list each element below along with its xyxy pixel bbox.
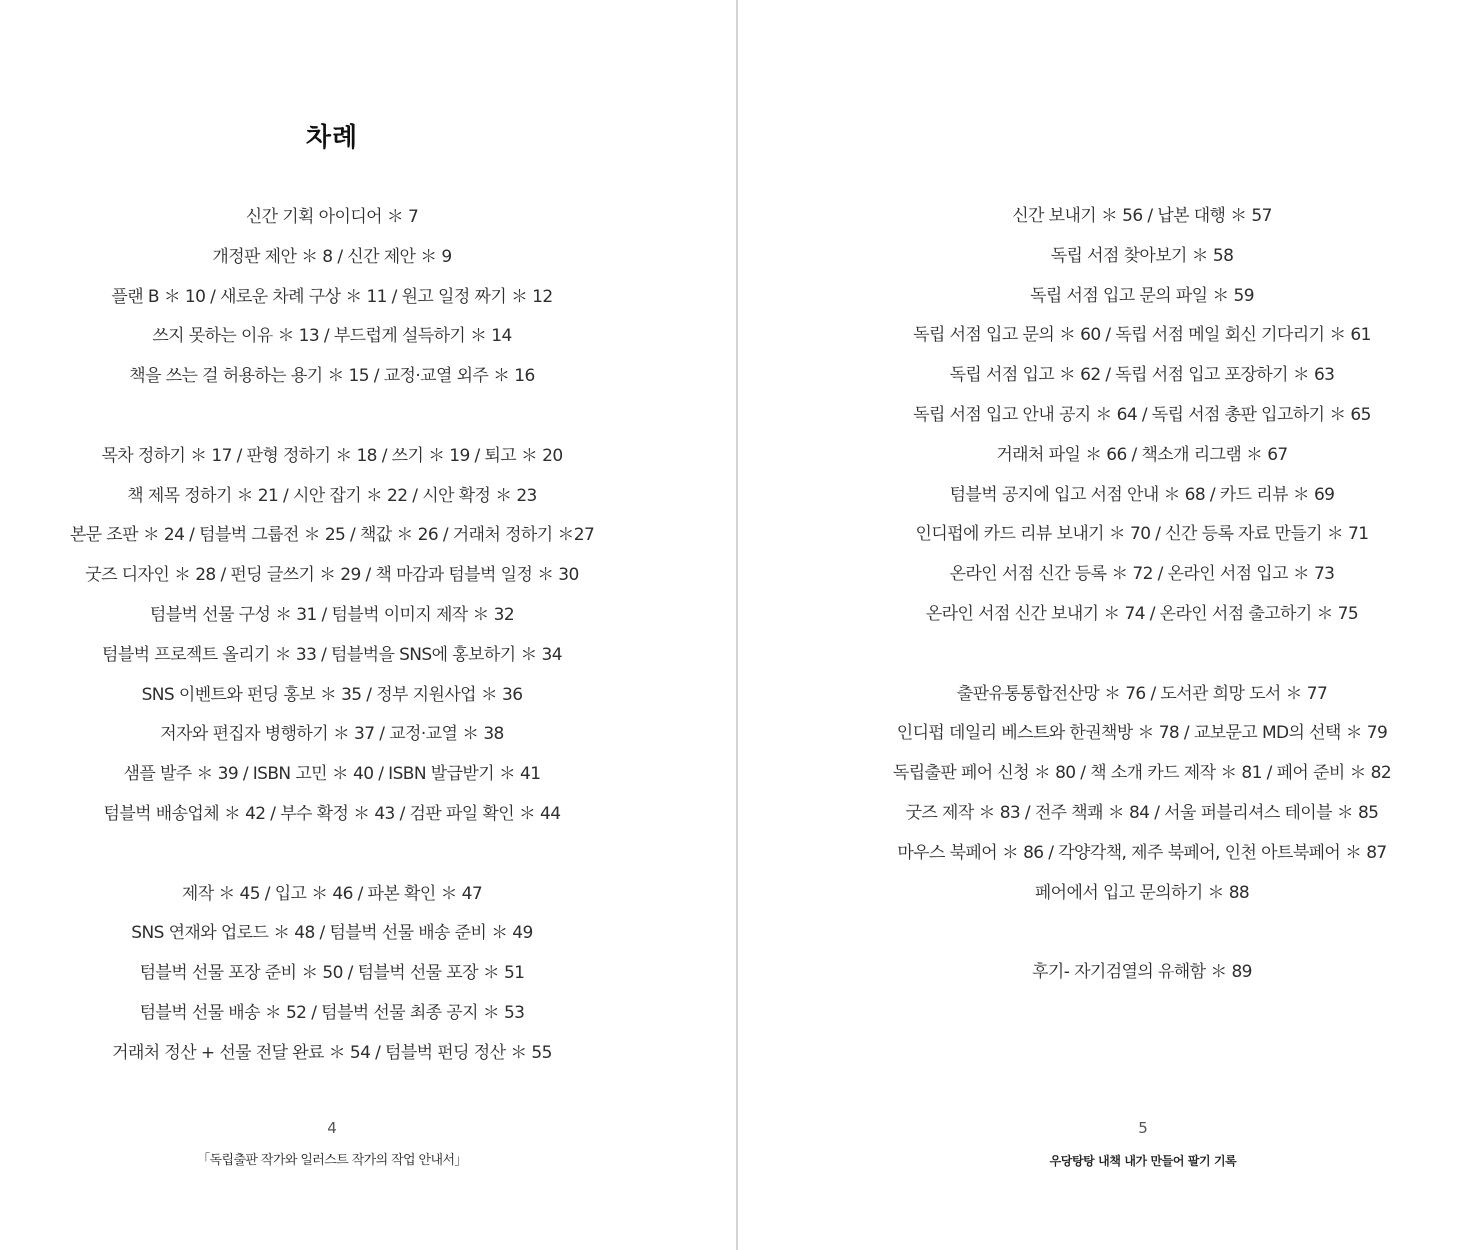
toc-entry: SNS 이벤트와 펀딩 홍보 ＊ 35 / 정부 지원사업 ＊ 36 xyxy=(141,684,523,705)
toc-entry: 굿즈 디자인 ＊ 28 / 펀딩 글쓰기 ＊ 29 / 책 마감과 텀블벅 일정 ＊ 30 xyxy=(85,565,579,586)
toc-entry: 온라인 서점 신간 보내기 ＊ 74 / 온라인 서점 출고하기 ＊ 75 xyxy=(925,603,1359,624)
toc-entry: 출판유통통합전산망 ＊ 76 / 도서관 희망 도서 ＊ 77 xyxy=(956,683,1328,704)
toc-entry: 독립 서점 입고 문의 ＊ 60 / 독립 서점 메일 회신 기다리기 ＊ 61 xyxy=(913,325,1371,346)
toc-entry: 저자와 편집자 병행하기 ＊ 37 / 교정·교열 ＊ 38 xyxy=(160,724,504,745)
section-spacer xyxy=(0,837,664,877)
toc-entry: 제작 ＊ 45 / 입고 ＊ 46 / 파본 확인 ＊ 47 xyxy=(181,883,483,904)
toc-entry: 독립 서점 찾아보기 ＊ 58 xyxy=(1050,245,1234,266)
toc-entry: 거래처 정산 + 선물 전달 완료 ＊ 54 / 텀블벅 펀딩 정산 ＊ 55 xyxy=(112,1042,552,1063)
page-number-left: 4 xyxy=(327,1119,337,1137)
toc-entry: 인디펍 데일리 베스트와 한권책방 ＊ 78 / 교보문고 MD의 선택 ＊ 79 xyxy=(896,723,1388,744)
toc-entry: 샘플 발주 ＊ 39 / ISBN 고민 ＊ 40 / ISBN 발급받기 ＊ 41 xyxy=(123,764,541,785)
toc-entry: 거래처 파일 ＊ 66 / 책소개 리그램 ＊ 67 xyxy=(996,444,1288,465)
toc-entry: 신간 기획 아이디어 ＊ 7 xyxy=(245,207,419,227)
toc-entry: 독립출판 페어 신청 ＊ 80 / 책 소개 카드 제작 ＊ 81 / 페어 준비 ＊ 82 xyxy=(892,763,1392,784)
section-spacer xyxy=(847,915,1437,955)
left-page xyxy=(0,0,737,1250)
toc-entry: 텀블벅 선물 배송 ＊ 52 / 텀블벅 선물 최종 공지 ＊ 53 xyxy=(139,1002,525,1023)
table-of-contents-left xyxy=(0,200,664,1076)
toc-entry: 쓰지 못하는 이유 ＊ 13 / 부드럽게 설득하기 ＊ 14 xyxy=(152,326,512,347)
page-number-right: 5 xyxy=(1138,1119,1148,1137)
gutter-divider xyxy=(736,0,738,1250)
toc-entry: 온라인 서점 신간 등록 ＊ 72 / 온라인 서점 입고 ＊ 73 xyxy=(949,564,1335,585)
toc-entry: 굿즈 제작 ＊ 83 / 전주 책쾌 ＊ 84 / 서울 퍼블리셔스 테이블 ＊ 85 xyxy=(905,802,1379,823)
toc-entry: 후기- 자기검열의 유해함 ＊ 89 xyxy=(1032,962,1252,983)
toc-entry: 책 제목 정하기 ＊ 21 / 시안 잡기 ＊ 22 / 시안 확정 ＊ 23 xyxy=(127,485,537,506)
running-footer-right: 우당탕탕 내책 내가 만들어 팔기 기록 xyxy=(1049,1154,1237,1168)
toc-entry: 마우스 북페어 ＊ 86 / 각양각책, 제주 북페어, 인천 아트북페어 ＊ 87 xyxy=(897,842,1387,863)
section-spacer xyxy=(0,399,664,439)
right-page xyxy=(739,0,1478,1250)
running-footer-left: 「독립출판 작가와 일러스트 작가의 작업 안내서」 xyxy=(197,1153,467,1168)
toc-entry: 텀블벅 프로젝트 올리기 ＊ 33 / 텀블벅을 SNS에 홍보하기 ＊ 34 xyxy=(102,644,562,665)
toc-entry: 개정판 제안 ＊ 8 / 신간 제안 ＊ 9 xyxy=(212,246,452,267)
toc-entry: 텀블벅 공지에 입고 서점 안내 ＊ 68 / 카드 리뷰 ＊ 69 xyxy=(949,484,1335,505)
toc-entry: 페어에서 입고 문의하기 ＊ 88 xyxy=(1034,882,1250,903)
toc-entry: 독립 서점 입고 안내 공지 ＊ 64 / 독립 서점 총판 입고하기 ＊ 65 xyxy=(913,404,1371,425)
toc-entry: 신간 보내기 ＊ 56 / 납본 대행 ＊ 57 xyxy=(1012,206,1272,226)
toc-entry: 텀블벅 배송업체 ＊ 42 / 부수 확정 ＊ 43 / 검판 파일 확인 ＊ 44 xyxy=(103,803,561,824)
table-of-contents-right xyxy=(847,199,1437,995)
page-title: 차례 xyxy=(305,123,359,153)
toc-entry: 본문 조판 ＊ 24 / 텀블벅 그룹전 ＊ 25 / 책값 ＊ 26 / 거래처 정하기 ＊27 xyxy=(69,525,595,546)
toc-entry: SNS 연재와 업로드 ＊ 48 / 텀블벅 선물 배송 준비 ＊ 49 xyxy=(131,923,533,944)
section-spacer xyxy=(847,637,1437,677)
toc-entry: 독립 서점 입고 ＊ 62 / 독립 서점 입고 포장하기 ＊ 63 xyxy=(949,365,1335,386)
toc-entry: 텀블벅 선물 구성 ＊ 31 / 텀블벅 이미지 제작 ＊ 32 xyxy=(149,604,515,625)
toc-entry: 책을 쓰는 걸 허용하는 용기 ＊ 15 / 교정·교열 외주 ＊ 16 xyxy=(129,366,535,387)
toc-entry: 목차 정하기 ＊ 17 / 판형 정하기 ＊ 18 / 쓰기 ＊ 19 / 퇴고 ＊ 20 xyxy=(101,445,563,466)
toc-entry: 인디펍에 카드 리뷰 보내기 ＊ 70 / 신간 등록 자료 만들기 ＊ 71 xyxy=(915,524,1369,545)
toc-entry: 독립 서점 입고 문의 파일 ＊ 59 xyxy=(1030,285,1254,306)
toc-entry: 텀블벅 선물 포장 준비 ＊ 50 / 텀블벅 선물 포장 ＊ 51 xyxy=(139,963,525,984)
toc-entry: 플랜 B ＊ 10 / 새로운 차례 구상 ＊ 11 / 원고 일정 짜기 ＊ 12 xyxy=(111,286,553,307)
